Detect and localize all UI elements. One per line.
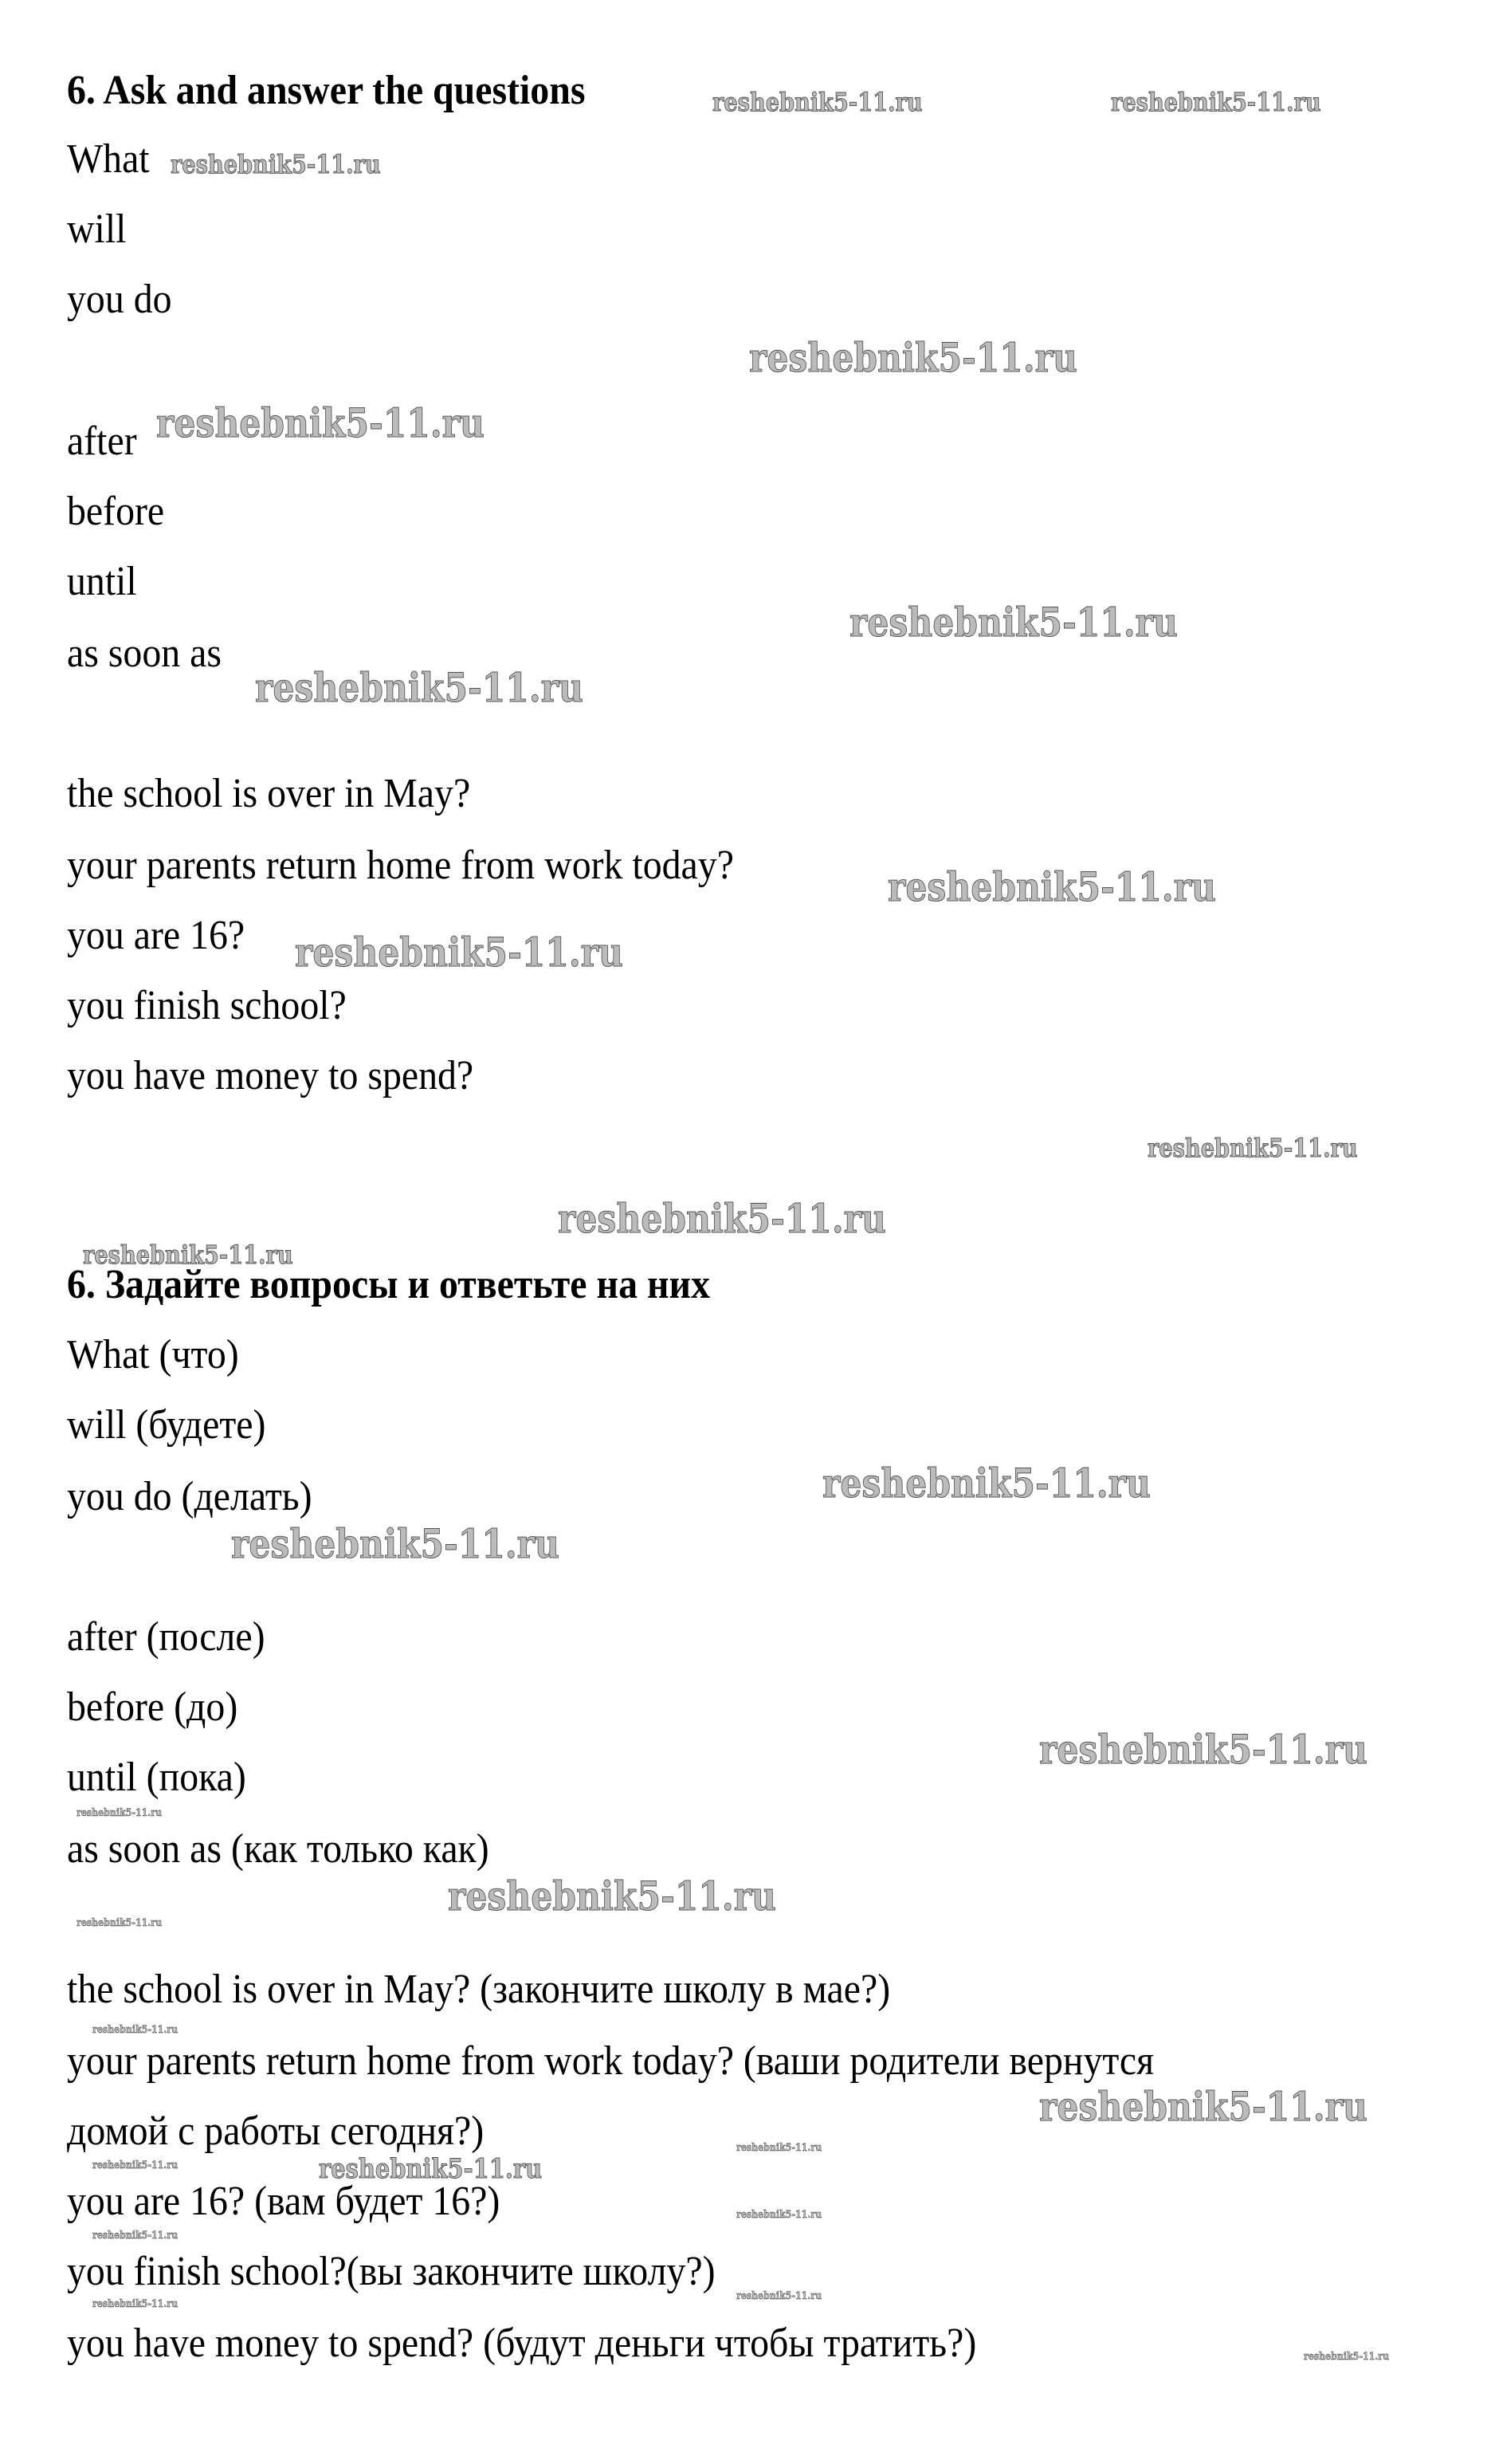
word-line: What (что) (67, 1332, 239, 1377)
conjunction-line: after (67, 419, 137, 464)
watermark: reshebnik5-11.ru (77, 1807, 163, 1819)
word-line: will (67, 206, 127, 252)
word-line: you do (делать) (67, 1474, 312, 1519)
clause-line: you have money to spend? (будут деньги чтобы тратить?) (67, 2321, 977, 2366)
watermark: reshebnik5-11.ru (171, 149, 381, 179)
watermark: reshebnik5-11.ru (77, 1917, 163, 1929)
watermark: reshebnik5-11.ru (1111, 87, 1321, 117)
watermark: reshebnik5-11.ru (849, 599, 1178, 646)
conjunction-line: until (67, 559, 137, 604)
watermark: reshebnik5-11.ru (92, 2298, 179, 2310)
watermark: reshebnik5-11.ru (888, 863, 1216, 910)
watermark: reshebnik5-11.ru (92, 2024, 179, 2036)
word-line: What (67, 136, 150, 182)
watermark: reshebnik5-11.ru (1039, 1726, 1367, 1773)
word-line: will (будете) (67, 1402, 266, 1448)
watermark: reshebnik5-11.ru (319, 2153, 543, 2185)
clause-line: you are 16? (вам будет 16?) (67, 2179, 500, 2224)
watermark: reshebnik5-11.ru (255, 664, 583, 711)
clause-line: the school is over in May? (67, 771, 471, 816)
conjunction-line: as soon as (как только как) (67, 1826, 489, 1872)
clause-line: your parents return home from work today? (ваши родители вернутся (67, 2038, 1155, 2084)
clause-line: you finish school? (67, 983, 347, 1028)
watermark: reshebnik5-11.ru (558, 1195, 886, 1242)
conjunction-line: before (до) (67, 1684, 238, 1730)
watermark: reshebnik5-11.ru (736, 2290, 822, 2302)
conjunction-line: before (67, 489, 165, 534)
watermark: reshebnik5-11.ru (822, 1460, 1151, 1507)
conjunction-line: after (после) (67, 1614, 265, 1660)
clause-line: домой с работы сегодня?) (67, 2108, 485, 2154)
exercise-heading: 6. Ask and answer the questions (67, 68, 586, 113)
watermark: reshebnik5-11.ru (448, 1873, 776, 1920)
watermark: reshebnik5-11.ru (1304, 2351, 1390, 2363)
clause-line: you have money to spend? (67, 1053, 474, 1098)
clause-line: you finish school?(вы закончите школу?) (67, 2249, 716, 2294)
word-line: you do (67, 277, 172, 322)
clause-line: you are 16? (67, 913, 245, 958)
watermark: reshebnik5-11.ru (156, 399, 485, 446)
conjunction-line: until (пока) (67, 1755, 246, 1800)
clause-line: your parents return home from work today? (67, 843, 734, 888)
watermark: reshebnik5-11.ru (736, 2142, 822, 2154)
watermark: reshebnik5-11.ru (736, 2209, 822, 2221)
watermark: reshebnik5-11.ru (231, 1520, 559, 1567)
watermark: reshebnik5-11.ru (92, 2159, 179, 2171)
watermark: reshebnik5-11.ru (83, 1240, 293, 1270)
watermark: reshebnik5-11.ru (92, 2230, 179, 2242)
watermark: reshebnik5-11.ru (1148, 1133, 1358, 1163)
watermark: reshebnik5-11.ru (295, 929, 623, 976)
conjunction-line: as soon as (67, 631, 222, 676)
clause-line: the school is over in May? (закончите школу в мае?) (67, 1967, 891, 2012)
watermark: reshebnik5-11.ru (749, 334, 1077, 381)
watermark: reshebnik5-11.ru (712, 87, 923, 117)
watermark: reshebnik5-11.ru (1039, 2083, 1367, 2130)
exercise-heading: 6. Задайте вопросы и ответьте на них (67, 1262, 710, 1307)
